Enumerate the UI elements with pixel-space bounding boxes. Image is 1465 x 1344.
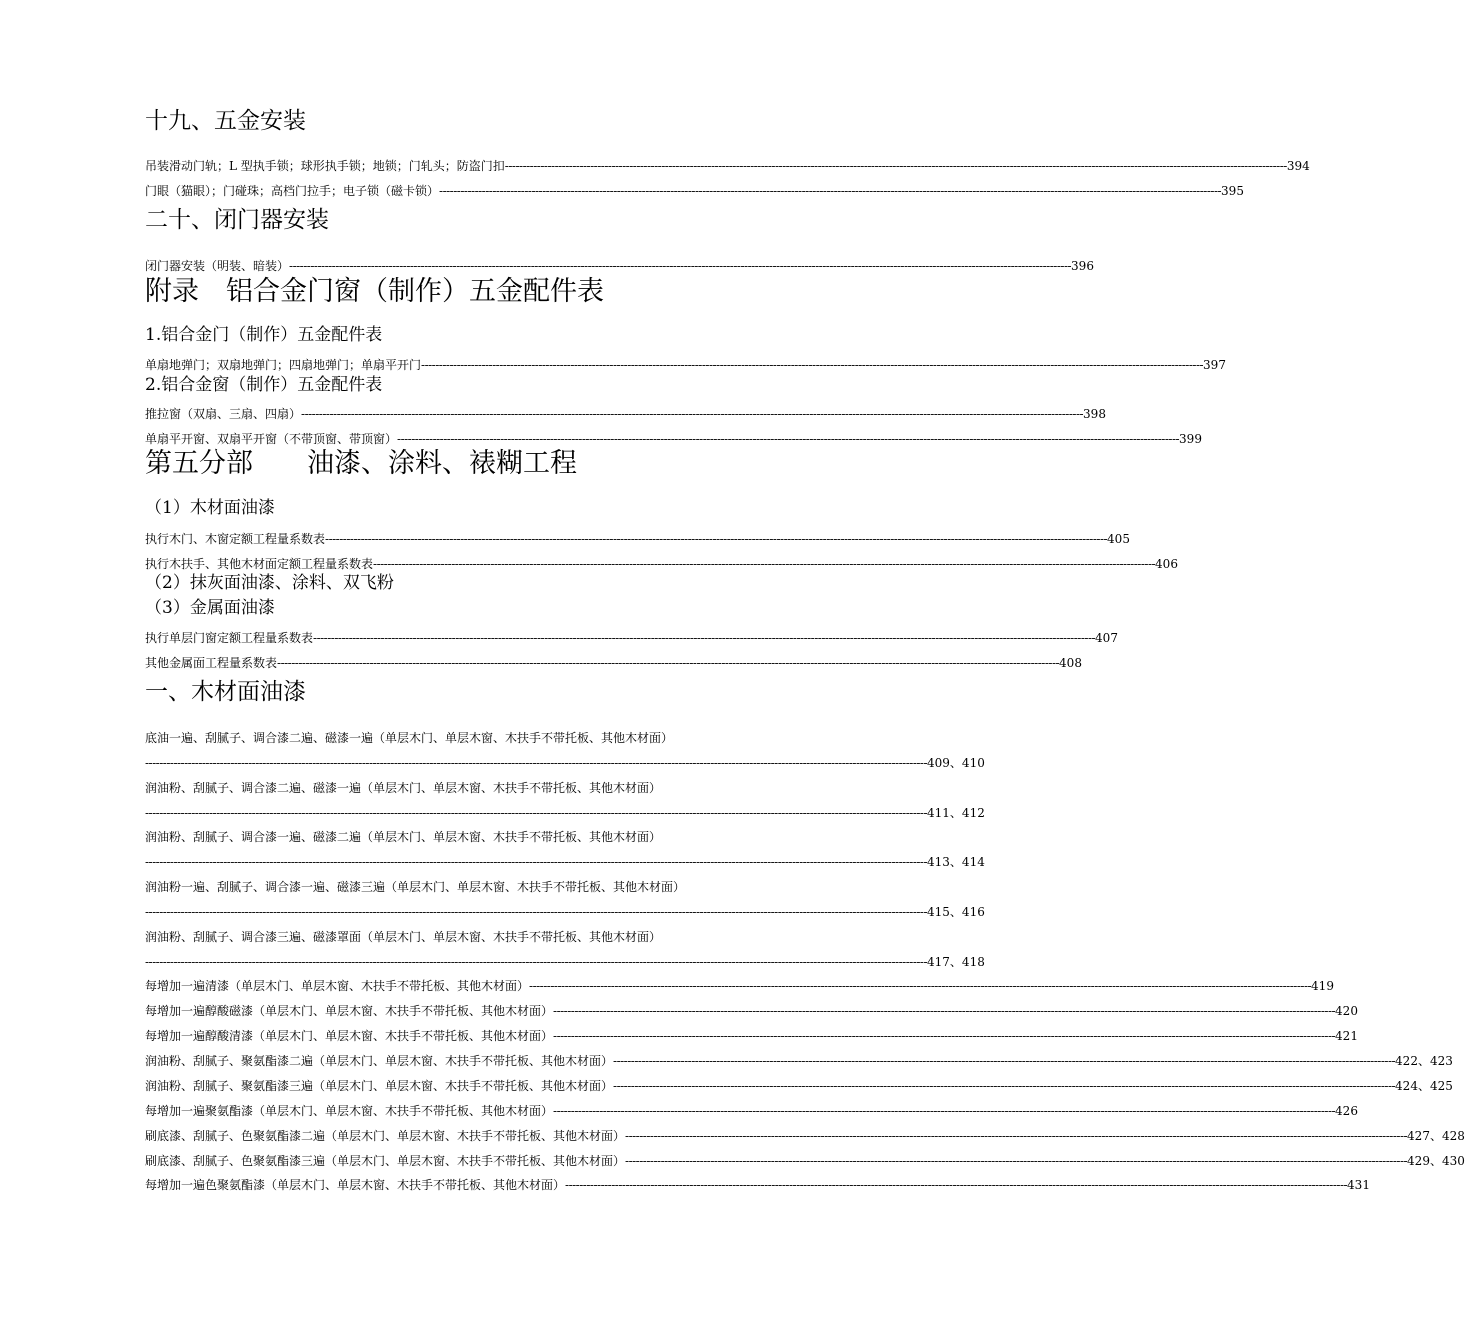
toc-page-number: 420 — [1335, 1004, 1358, 1018]
toc-leader-dots: ---------------------------------------------------------------------------------------------------------------------------------------------------------------------------------------------------------------------------- — [553, 1104, 1336, 1118]
toc-page-number: 411、412 — [927, 806, 985, 820]
toc-entry — [145, 531, 1130, 547]
toc-leader-dots: ---------------------------------------------------------------------------------------------------------------------------------------------------------------------------------------------------------------------------- — [145, 756, 928, 770]
toc-leader-dots: ---------------------------------------------------------------------------------------------------------------------------------------------------------------------------------------------------------------------------- — [145, 806, 928, 820]
toc-entry-title: 执行木门、木窗定额工程量系数表 — [145, 532, 326, 546]
toc-entry — [145, 978, 1334, 994]
toc-page-number: 417、418 — [927, 955, 985, 969]
toc-leader-dots: ---------------------------------------------------------------------------------------------------------------------------------------------------------------------------------------------------------------------------- — [313, 631, 1096, 645]
toc-leader-dots: ---------------------------------------------------------------------------------------------------------------------------------------------------------------------------------------------------------------------------- — [613, 1079, 1396, 1093]
toc-entry — [145, 1103, 1358, 1119]
toc-entry-title: 润油粉、刮腻子、调合漆三遍、磁漆罩面（单层木门、单层木窗、木扶手不带托板、其他木材面） — [145, 930, 662, 944]
toc-entry-title: 润油粉一遍、刮腻子、调合漆一遍、磁漆三遍（单层木门、单层木窗、木扶手不带托板、其他木材面） — [145, 880, 686, 894]
toc-leader-dots: ---------------------------------------------------------------------------------------------------------------------------------------------------------------------------------------------------------------------------- — [504, 159, 1287, 173]
toc-leader-dots: ---------------------------------------------------------------------------------------------------------------------------------------------------------------------------------------------------------------------------- — [553, 1029, 1336, 1043]
toc-entry-title: 每增加一遍聚氨酯漆（单层木门、单层木窗、木扶手不带托板、其他木材面） — [145, 1104, 554, 1118]
toc-entry-title: 润油粉、刮腻子、调合漆一遍、磁漆二遍（单层木门、单层木窗、木扶手不带托板、其他木材面） — [145, 830, 662, 844]
toc-entry — [145, 1078, 1453, 1094]
toc-subheading: （1）木材面油漆 — [145, 498, 275, 518]
toc-entry — [145, 431, 1202, 447]
toc-leader-dots: ---------------------------------------------------------------------------------------------------------------------------------------------------------------------------------------------------------------------------- — [625, 1154, 1408, 1168]
toc-entry — [145, 357, 1226, 373]
toc-page-number: 399 — [1179, 432, 1202, 446]
toc-heading: 二十、闭门器安装 — [145, 207, 329, 233]
toc-entry-title: 吊装滑动门轨；L 型执手锁；球形执手锁；地锁；门轧头；防盗门扣 — [145, 159, 505, 173]
toc-page-number: 409、410 — [927, 756, 985, 770]
toc-page-number: 407 — [1095, 631, 1118, 645]
toc-page-number: 427、428 — [1407, 1129, 1465, 1143]
toc-entry-title: 底油一遍、刮腻子、调合漆二遍、磁漆一遍（单层木门、单层木窗、木扶手不带托板、其他木材面） — [145, 731, 674, 745]
toc-entry — [145, 258, 1094, 274]
toc-entry — [145, 1053, 1453, 1069]
toc-leader-dots: ---------------------------------------------------------------------------------------------------------------------------------------------------------------------------------------------------------------------------- — [145, 855, 928, 869]
toc-leader-dots: ---------------------------------------------------------------------------------------------------------------------------------------------------------------------------------------------------------------------------- — [145, 905, 928, 919]
toc-page-number: 431 — [1347, 1178, 1370, 1192]
toc-entry-title: 推拉窗（双扇、三扇、四扇） — [145, 407, 302, 421]
toc-page-number: 394 — [1286, 159, 1310, 173]
toc-page-number: 426 — [1335, 1104, 1358, 1118]
toc-entry — [145, 755, 985, 771]
toc-entry — [145, 406, 1106, 422]
toc-leader-dots: ---------------------------------------------------------------------------------------------------------------------------------------------------------------------------------------------------------------------------- — [373, 557, 1156, 571]
toc-entry — [145, 954, 985, 970]
toc-entry-title: 其他金属面工程量系数表 — [145, 656, 278, 670]
toc-heading: 十九、五金安装 — [145, 108, 306, 134]
toc-entry — [145, 904, 985, 920]
toc-leader-dots: ---------------------------------------------------------------------------------------------------------------------------------------------------------------------------------------------------------------------------- — [439, 184, 1222, 198]
toc-subheading: 1.铝合金门（制作）五金配件表 — [145, 325, 383, 345]
toc-entry-title: 门眼（猫眼）；门碰珠；高档门拉手；电子锁（磁卡锁） — [145, 184, 440, 198]
toc-entry — [145, 655, 1082, 671]
toc-page-number: 397 — [1203, 358, 1226, 372]
toc-page-number: 419 — [1311, 979, 1334, 993]
toc-page-number: 396 — [1071, 259, 1094, 273]
toc-entry — [145, 1128, 1465, 1144]
toc-entry-title: 每增加一遍清漆（单层木门、单层木窗、木扶手不带托板、其他木材面） — [145, 979, 530, 993]
toc-page-number: 413、414 — [927, 855, 985, 869]
toc-entry — [145, 183, 1244, 199]
toc-leader-dots: ---------------------------------------------------------------------------------------------------------------------------------------------------------------------------------------------------------------------------- — [277, 656, 1060, 670]
toc-entry-title: 润油粉、刮腻子、调合漆二遍、磁漆一遍（单层木门、单层木窗、木扶手不带托板、其他木材面） — [145, 781, 662, 795]
toc-entry-title: 单扇平开窗、双扇平开窗（不带顶窗、带顶窗） — [145, 432, 398, 446]
toc-page-number: 395 — [1221, 184, 1244, 198]
toc-entry — [145, 1153, 1465, 1169]
toc-entry — [145, 805, 985, 821]
toc-page-number: 405 — [1107, 532, 1130, 546]
toc-leader-dots: ---------------------------------------------------------------------------------------------------------------------------------------------------------------------------------------------------------------------------- — [145, 955, 928, 969]
toc-entry — [145, 1177, 1370, 1193]
toc-leader-dots: ---------------------------------------------------------------------------------------------------------------------------------------------------------------------------------------------------------------------------- — [325, 532, 1108, 546]
toc-entry-title: 刷底漆、刮腻子、色聚氨酯漆三遍（单层木门、单层木窗、木扶手不带托板、其他木材面） — [145, 1154, 626, 1168]
toc-entry-title: 润油粉、刮腻子、聚氨酯漆三遍（单层木门、单层木窗、木扶手不带托板、其他木材面） — [145, 1079, 614, 1093]
toc-leader-dots: ---------------------------------------------------------------------------------------------------------------------------------------------------------------------------------------------------------------------------- — [565, 1178, 1348, 1192]
toc-entry-title: 执行单层门窗定额工程量系数表 — [145, 631, 314, 645]
toc-page-number: 421 — [1335, 1029, 1358, 1043]
toc-heading: 附录 铝合金门窗（制作）五金配件表 — [145, 276, 604, 307]
toc-leader-dots: ---------------------------------------------------------------------------------------------------------------------------------------------------------------------------------------------------------------------------- — [553, 1004, 1336, 1018]
toc-entry-title: 每增加一遍醇酸清漆（单层木门、单层木窗、木扶手不带托板、其他木材面） — [145, 1029, 554, 1043]
toc-heading: 一、木材面油漆 — [145, 679, 306, 705]
toc-page-number: 422、423 — [1395, 1054, 1453, 1068]
toc-entry-title: 润油粉、刮腻子、聚氨酯漆二遍（单层木门、单层木窗、木扶手不带托板、其他木材面） — [145, 1054, 614, 1068]
toc-entry-title: 每增加一遍色聚氨酯漆（单层木门、单层木窗、木扶手不带托板、其他木材面） — [145, 1178, 566, 1192]
toc-leader-dots: ---------------------------------------------------------------------------------------------------------------------------------------------------------------------------------------------------------------------------- — [529, 979, 1312, 993]
toc-entry — [145, 630, 1118, 646]
toc-page-number: 429、430 — [1407, 1154, 1465, 1168]
toc-leader-dots: ---------------------------------------------------------------------------------------------------------------------------------------------------------------------------------------------------------------------------- — [625, 1129, 1408, 1143]
toc-entry — [145, 556, 1178, 572]
toc-leader-dots: ---------------------------------------------------------------------------------------------------------------------------------------------------------------------------------------------------------------------------- — [421, 358, 1204, 372]
toc-page-number: 424、425 — [1395, 1079, 1453, 1093]
toc-heading: 第五分部 油漆、涂料、裱糊工程 — [145, 448, 577, 479]
toc-entry-title: 每增加一遍醇酸磁漆（单层木门、单层木窗、木扶手不带托板、其他木材面） — [145, 1004, 554, 1018]
toc-page-number: 408 — [1059, 656, 1082, 670]
toc-leader-dots: ---------------------------------------------------------------------------------------------------------------------------------------------------------------------------------------------------------------------------- — [289, 259, 1072, 273]
toc-page-number: 398 — [1083, 407, 1106, 421]
toc-entry — [145, 1028, 1358, 1044]
toc-entry — [145, 1003, 1358, 1019]
toc-page-number: 415、416 — [927, 905, 985, 919]
toc-entry-title: 闭门器安装（明装、暗装） — [145, 259, 290, 273]
toc-leader-dots: ---------------------------------------------------------------------------------------------------------------------------------------------------------------------------------------------------------------------------- — [397, 432, 1180, 446]
toc-entry — [145, 158, 1310, 174]
toc-subheading: （2）抹灰面油漆、涂料、双飞粉 — [145, 573, 394, 593]
toc-entry-title: 刷底漆、刮腻子、色聚氨酯漆二遍（单层木门、单层木窗、木扶手不带托板、其他木材面） — [145, 1129, 626, 1143]
toc-subheading: 2.铝合金窗（制作）五金配件表 — [145, 375, 383, 395]
toc-subheading: （3）金属面油漆 — [145, 598, 275, 618]
toc-leader-dots: ---------------------------------------------------------------------------------------------------------------------------------------------------------------------------------------------------------------------------- — [301, 407, 1084, 421]
toc-page-number: 406 — [1155, 557, 1178, 571]
toc-entry-title: 执行木扶手、其他木材面定额工程量系数表 — [145, 557, 374, 571]
toc-entry — [145, 854, 985, 870]
toc-entry-title: 单扇地弹门；双扇地弹门；四扇地弹门；单扇平开门 — [145, 358, 422, 372]
toc-leader-dots: ---------------------------------------------------------------------------------------------------------------------------------------------------------------------------------------------------------------------------- — [613, 1054, 1396, 1068]
